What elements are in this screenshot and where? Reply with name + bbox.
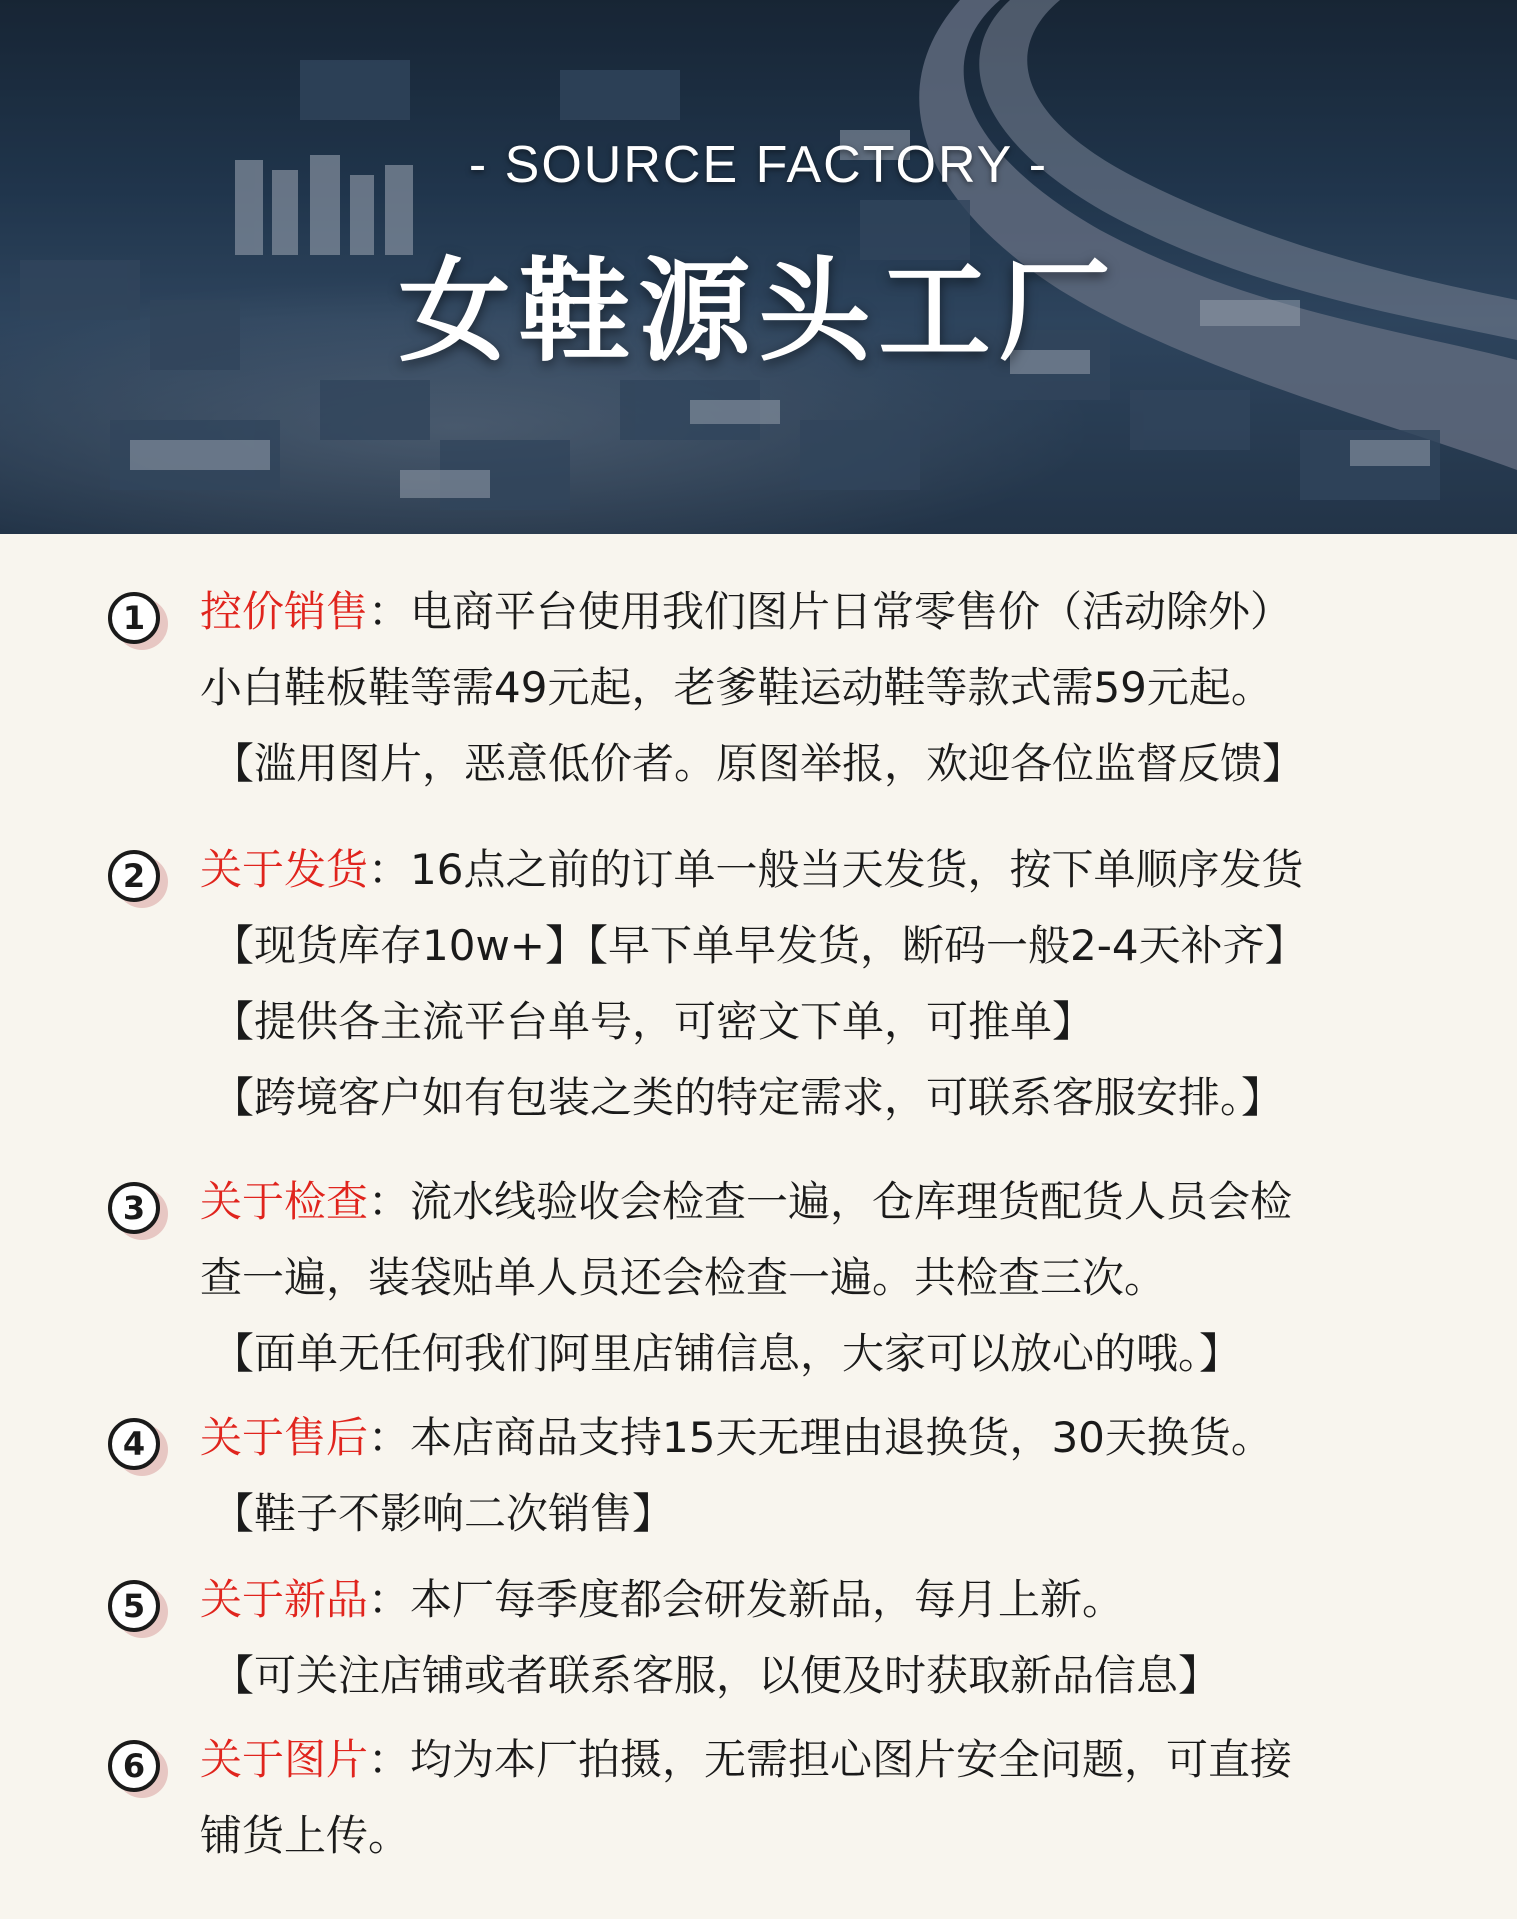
number-badge: 1	[108, 592, 160, 644]
hero-title: 女鞋源头工厂	[398, 247, 1119, 377]
item-text: ：本厂每季度都会研发新品，每月上新。	[368, 1575, 1125, 1624]
item-text-line: 小白鞋板鞋等需49元起，老爹鞋运动鞋等款式需59元起。	[200, 663, 1273, 712]
item-text: ：16点之前的订单一般当天发货，按下单顺序发货	[368, 845, 1304, 894]
item-text-line	[200, 1574, 1124, 1626]
item-text-line	[200, 1734, 1292, 1786]
number-badge: 4	[108, 1418, 160, 1470]
item-note: 【面单无任何我们阿里店铺信息，大家可以放心的哦。】	[212, 1329, 1242, 1378]
item-note: 【鞋子不影响二次销售】	[212, 1489, 675, 1538]
item-text: ：均为本厂拍摄，无需担心图片安全问题，可直接	[368, 1735, 1293, 1784]
item-heading: 关于新品	[200, 1575, 369, 1624]
item-text: ：本店商品支持15天无理由退换货，30天换货。	[368, 1413, 1273, 1462]
item-text-line	[200, 1176, 1292, 1228]
number-badge: 6	[108, 1740, 160, 1792]
item-heading: 控价销售	[200, 587, 369, 636]
item-heading: 关于图片	[200, 1735, 369, 1784]
item-note: 【跨境客户如有包装之类的特定需求，可联系客服安排。】	[212, 1073, 1284, 1122]
item-text: ：流水线验收会检查一遍，仓库理货配货人员会检	[368, 1177, 1293, 1226]
item-heading: 关于售后	[200, 1413, 369, 1462]
item-heading: 关于发货	[200, 845, 369, 894]
number-badge: 2	[108, 850, 160, 902]
number-badge: 5	[108, 1580, 160, 1632]
item-text-line	[200, 586, 1292, 638]
item-heading: 关于检查	[200, 1177, 369, 1226]
hero-banner	[0, 0, 1517, 534]
item-note: 【滥用图片，恶意低价者。原图举报，欢迎各位监督反馈】	[212, 739, 1305, 788]
item-note: 【提供各主流平台单号，可密文下单，可推单】	[212, 997, 1095, 1046]
item-text-line	[200, 844, 1303, 896]
item-text-line: 铺货上传。	[200, 1811, 411, 1860]
item-note: 【可关注店铺或者联系客服，以便及时获取新品信息】	[212, 1651, 1221, 1700]
item-text-line	[200, 1412, 1273, 1464]
hero-subtitle: - SOURCE FACTORY -	[468, 136, 1049, 194]
item-note: 【现货库存10w+】【早下单早发货，断码一般2-4天补齐】	[212, 921, 1307, 970]
item-text: ：电商平台使用我们图片日常零售价（活动除外）	[368, 587, 1293, 636]
item-text-line: 查一遍，装袋贴单人员还会检查一遍。共检查三次。	[200, 1253, 1167, 1302]
number-badge: 3	[108, 1182, 160, 1234]
